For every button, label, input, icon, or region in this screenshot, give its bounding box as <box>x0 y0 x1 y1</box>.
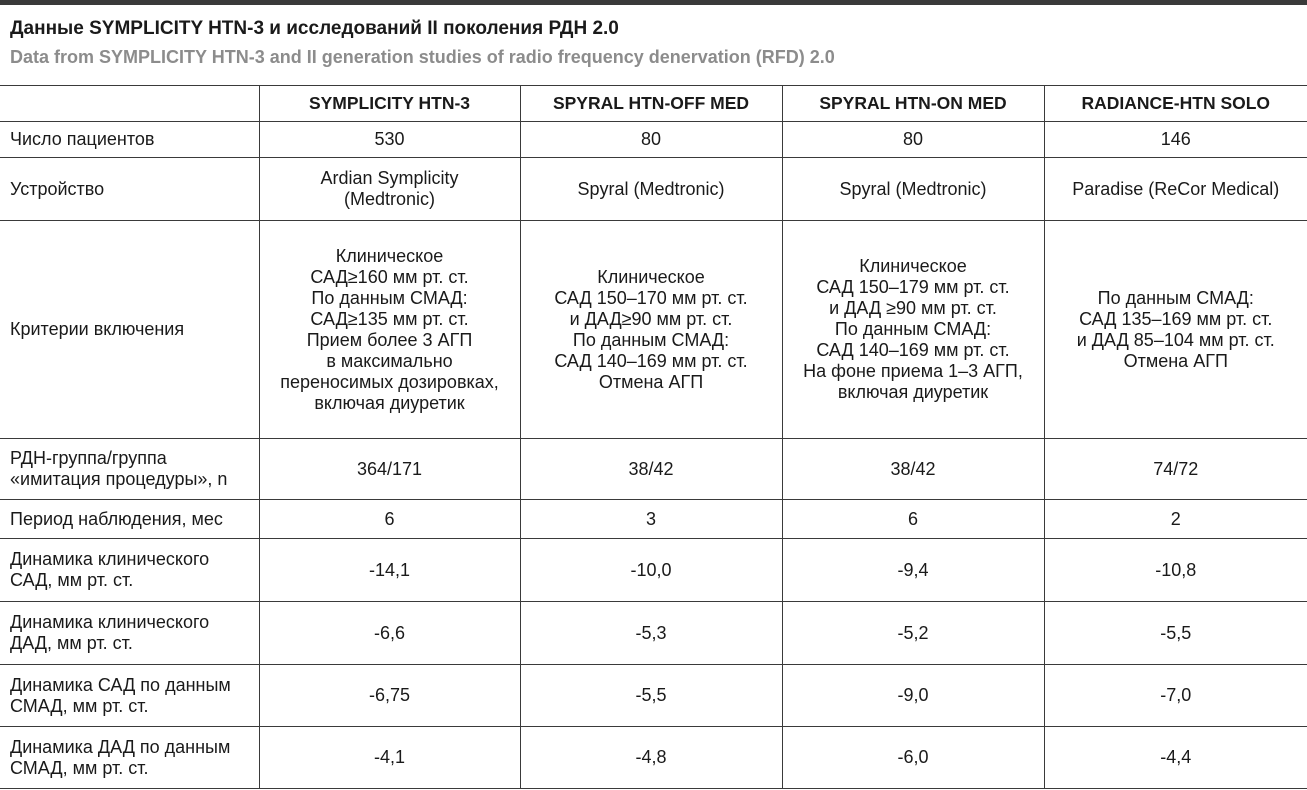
cell-line: -9,4 <box>897 559 929 580</box>
table-cell <box>1044 539 1307 602</box>
cell-line: включая диуретик <box>837 382 989 402</box>
cell-line: в максимально <box>326 350 453 371</box>
cell-line: -6,6 <box>373 622 406 643</box>
header-symplicity-htn3: SYMPLICITY HTN-3 <box>259 86 520 122</box>
row-label <box>0 439 259 500</box>
cell-line: Отмена АГП <box>598 371 704 392</box>
cell-line: По данным СМАД: <box>1097 287 1254 308</box>
cell-line: СМАД, мм рт. ст. <box>10 757 149 778</box>
cell-line: -4,4 <box>1160 747 1192 767</box>
table-row-patients <box>0 122 1307 158</box>
cell-line: -5,5 <box>635 685 667 705</box>
table-cell <box>520 602 782 665</box>
cell-line: САД≥135 мм рт. ст. <box>310 308 469 329</box>
table-cell <box>1044 500 1307 539</box>
cell-line: включая диуретик <box>314 392 465 413</box>
cell-line: 38/42 <box>628 458 674 479</box>
cell-line: -10,0 <box>630 559 672 580</box>
cell-line: -6,0 <box>897 747 929 767</box>
table-cell <box>782 221 1044 439</box>
cell-line: Прием более 3 АГП <box>306 329 473 350</box>
table-cell <box>782 500 1044 539</box>
table-row-device <box>0 158 1307 221</box>
cell-line: Spyral (Medtronic) <box>839 178 987 199</box>
cell-line: «имитация процедуры», n <box>10 469 228 489</box>
row-label <box>0 122 259 158</box>
cell-line: Динамика клинического <box>10 612 210 632</box>
row-label <box>0 665 259 727</box>
table-cell <box>259 221 520 439</box>
table-row-dad-smad <box>0 727 1307 789</box>
table-row-sad-smad <box>0 665 1307 727</box>
table-cell <box>1044 665 1307 727</box>
header-cell-empty <box>0 86 259 122</box>
table-row-period <box>0 500 1307 539</box>
cell-line: и ДАД 85–104 мм рт. ст. <box>1076 329 1275 350</box>
cell-line: СМАД, мм рт. ст. <box>10 695 149 716</box>
table-cell <box>520 500 782 539</box>
top-rule <box>0 0 1307 5</box>
cell-line: На фоне приема 1–3 АГП, <box>803 361 1023 381</box>
table-cell <box>520 158 782 221</box>
table-cell <box>259 500 520 539</box>
table-cell <box>782 727 1044 789</box>
cell-line: -5,3 <box>635 622 667 643</box>
cell-line: ДАД, мм рт. ст. <box>10 633 133 653</box>
table-cell <box>520 727 782 789</box>
row-label <box>0 727 259 789</box>
cell-line: САД 140–169 мм рт. ст. <box>554 350 748 371</box>
table-cell <box>259 727 520 789</box>
cell-line: САД 135–169 мм рт. ст. <box>1079 308 1273 329</box>
cell-line: Клиническое <box>335 245 444 266</box>
table-row-group <box>0 439 1307 500</box>
row-label <box>0 602 259 665</box>
cell-line: 364/171 <box>356 458 423 479</box>
table-cell <box>520 439 782 500</box>
cell-line: Динамика САД по данным <box>10 674 231 695</box>
table-cell <box>1044 221 1307 439</box>
cell-line: -5,5 <box>1160 622 1192 643</box>
table-row-sad <box>0 539 1307 602</box>
table-cell <box>1044 122 1307 158</box>
cell-line: РДН-группа/группа <box>10 448 167 468</box>
table-cell <box>1044 439 1307 500</box>
cell-line: САД 140–169 мм рт. ст. <box>816 340 1010 360</box>
cell-line: 6 <box>384 508 395 529</box>
cell-line: По данным СМАД: <box>311 287 468 308</box>
cell-line: Устройство <box>10 178 105 199</box>
table-cell <box>782 665 1044 727</box>
table-row-dad <box>0 602 1307 665</box>
cell-line: и ДАД≥90 мм рт. ст. <box>569 308 733 329</box>
cell-line: и ДАД ≥90 мм рт. ст. <box>829 298 997 318</box>
cell-line: -4,8 <box>635 747 667 767</box>
cell-line: Динамика ДАД по данным <box>10 736 231 757</box>
table-cell <box>520 539 782 602</box>
cell-line: САД 150–179 мм рт. ст. <box>816 277 1010 297</box>
table-title-ru: Данные SYMPLICITY HTN-3 и исследований II поколения РДН 2.0 <box>10 18 619 39</box>
table-cell <box>259 602 520 665</box>
cell-line: -9,0 <box>897 685 929 705</box>
table-title-en: Data from SYMPLICITY HTN-3 and II generation studies of radio frequency denervation (RFD) 2.0 <box>10 47 835 67</box>
header-spyral-htn-on-med: SPYRAL HTN-ON MED <box>782 86 1044 122</box>
table-cell <box>259 158 520 221</box>
cell-line: 6 <box>907 508 918 529</box>
cell-line: По данным СМАД: <box>834 319 992 339</box>
cell-line: Период наблюдения, мес <box>10 508 223 529</box>
cell-line: -4,1 <box>373 747 406 767</box>
cell-line: -7,0 <box>1160 685 1192 705</box>
cell-line: Клиническое <box>859 256 967 276</box>
table-row-criteria <box>0 221 1307 439</box>
cell-line: 80 <box>640 129 662 149</box>
header-spyral-htn-off-med: SPYRAL HTN-OFF MED <box>520 86 782 122</box>
row-label <box>0 500 259 539</box>
table-cell <box>1044 727 1307 789</box>
table-cell <box>259 539 520 602</box>
cell-line: -14,1 <box>368 559 411 580</box>
table-cell <box>782 539 1044 602</box>
cell-line: Критерии включения <box>10 319 185 339</box>
cell-line: По данным СМАД: <box>572 329 730 350</box>
cell-line: 74/72 <box>1153 458 1199 479</box>
row-label <box>0 221 259 439</box>
cell-line: 2 <box>1170 508 1181 529</box>
cell-line: 3 <box>645 508 656 529</box>
header-radiance-htn-solo: RADIANCE-HTN SOLO <box>1044 86 1307 122</box>
table-cell <box>782 439 1044 500</box>
cell-line: -5,2 <box>897 622 929 643</box>
cell-line: Динамика клинического <box>10 549 210 569</box>
table-cell <box>1044 602 1307 665</box>
table-cell <box>782 158 1044 221</box>
table-cell <box>520 221 782 439</box>
cell-line: (Medtronic) <box>343 189 436 209</box>
table-cell <box>1044 158 1307 221</box>
cell-line: переносимых дозировках, <box>280 371 499 392</box>
cell-line: -6,75 <box>368 685 411 705</box>
table-cell <box>782 122 1044 158</box>
table-cell <box>520 665 782 727</box>
cell-line: САД≥160 мм рт. ст. <box>310 266 469 287</box>
cell-line: Spyral (Medtronic) <box>577 178 725 199</box>
comparison-table <box>0 85 1307 789</box>
cell-line: 146 <box>1160 129 1191 149</box>
table-cell <box>259 439 520 500</box>
table-cell <box>782 602 1044 665</box>
cell-line: 530 <box>374 129 405 149</box>
row-label <box>0 158 259 221</box>
cell-line: -10,8 <box>1155 559 1197 580</box>
table-header-row <box>0 86 1307 122</box>
cell-line: Ardian Symplicity <box>320 168 459 188</box>
table-cell <box>259 665 520 727</box>
table-cell <box>520 122 782 158</box>
cell-line: Клиническое <box>597 266 705 287</box>
cell-line: Отмена АГП <box>1123 350 1228 371</box>
table-cell <box>259 122 520 158</box>
cell-line: 80 <box>902 129 924 149</box>
cell-line: Число пациентов <box>10 129 155 149</box>
row-label <box>0 539 259 602</box>
cell-line: САД 150–170 мм рт. ст. <box>554 287 748 308</box>
cell-line: Paradise (ReCor Medical) <box>1072 178 1280 199</box>
cell-line: САД, мм рт. ст. <box>10 570 134 590</box>
cell-line: 38/42 <box>890 458 936 479</box>
